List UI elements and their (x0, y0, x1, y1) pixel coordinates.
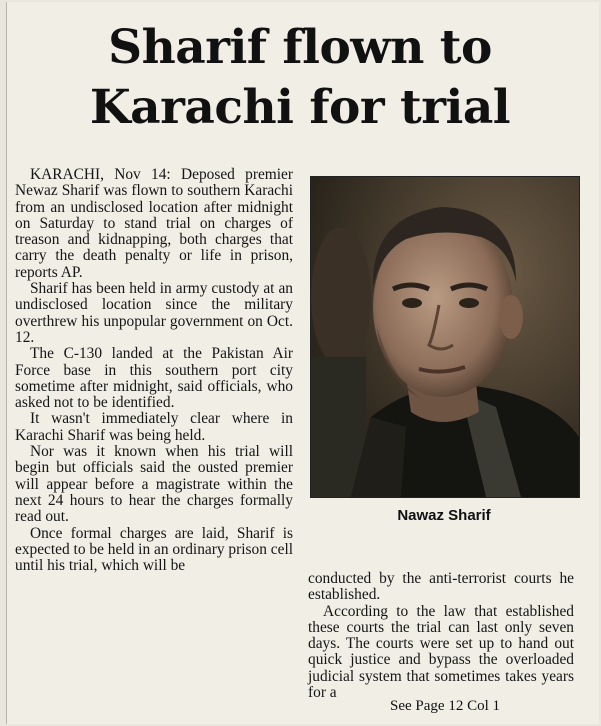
article-paragraph: According to the law that established these courts the trial can last only seven days. The courts were set up to hand out quick justice and bypass the overloaded judicial system that sometimes takes years for a (308, 602, 574, 702)
article-paragraph: KARACHI, Nov 14: Deposed premier Newaz Sharif was flown to southern Karachi from an undisclosed location after midnight on Saturday to stand trial on charges of treason and kidnapping, both charges that carry the death penalty or life in prison, reports AP. (15, 166, 293, 281)
headline-line-2: Karachi for trial (89, 80, 511, 135)
article-paragraph: Nor was it known when his trial will begin but officials said the ousted premier will appear before a magistrate within the next 24 hours to hear the charges formally read out. (15, 443, 293, 526)
headline (0, 18, 600, 138)
article-paragraph: Once formal charges are laid, Sharif is expected to be held in an ordinary prison cell until his trial, which will be (15, 524, 293, 575)
article-column-right (308, 571, 574, 701)
photo-caption: Nawaz Sharif (397, 507, 491, 524)
article-paragraph: conducted by the anti-terrorist courts he established. (308, 570, 574, 604)
article-paragraph: It wasn't immediately clear where in Karachi Sharif was being held. (15, 410, 293, 444)
article-paragraph: Sharif has been held in army custody at an undisclosed location since the military overthrew his unpopular government on Oct. 12. (15, 280, 293, 346)
headline-line-1: Sharif flown to (108, 20, 492, 75)
portrait-illustration (311, 177, 579, 497)
article-paragraph: The C-130 landed at the Pakistan Air Force base in this southern port city sometime after midnight, said officials, who asked not to be identified. (15, 345, 293, 412)
article-column-left (15, 167, 293, 574)
portrait-photo (310, 176, 580, 498)
continued-on-page: See Page 12 Col 1 (390, 698, 500, 714)
